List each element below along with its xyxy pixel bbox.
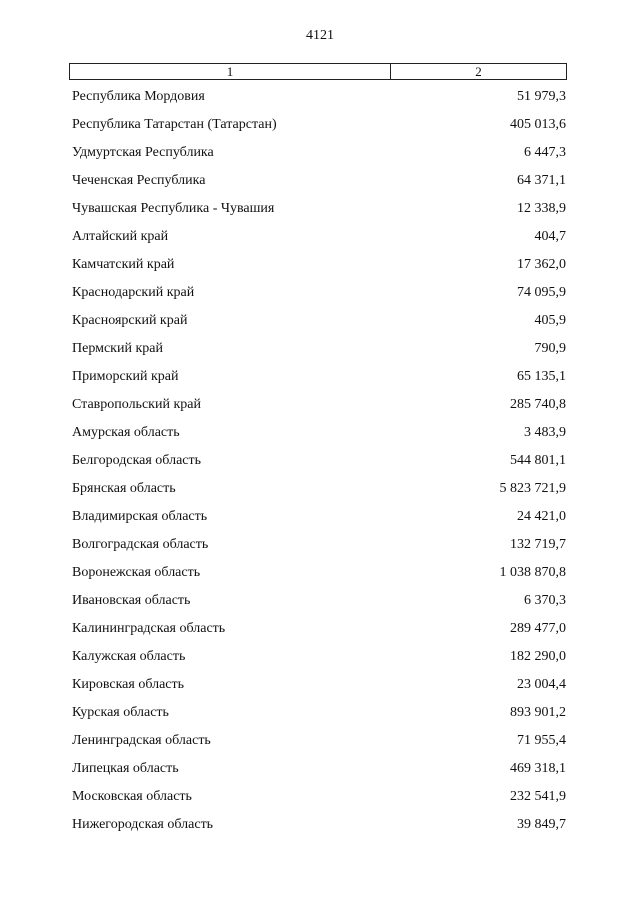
region-name: Чувашская Республика - Чувашия [72, 201, 275, 216]
region-value: 3 483,9 [524, 425, 566, 440]
table-row [72, 419, 566, 447]
region-value: 6 370,3 [524, 593, 566, 608]
region-name: Амурская область [72, 425, 180, 440]
region-value: 469 318,1 [510, 761, 566, 776]
table-row [72, 531, 566, 559]
region-value: 17 362,0 [517, 257, 566, 272]
region-name: Московская область [72, 789, 192, 804]
region-name: Нижегородская область [72, 817, 214, 832]
region-value: 6 447,3 [524, 145, 566, 160]
table-row [72, 279, 566, 307]
region-value: 404,7 [534, 229, 566, 244]
region-name: Ивановская область [72, 593, 191, 608]
region-value: 790,9 [534, 341, 566, 356]
table-row [72, 811, 566, 839]
region-value: 24 421,0 [517, 509, 566, 524]
region-value: 405,9 [534, 313, 566, 328]
region-name: Чеченская Республика [72, 173, 206, 188]
region-name: Липецкая область [72, 761, 179, 776]
table-row [72, 167, 566, 195]
region-name: Волгоградская область [72, 537, 209, 552]
region-name: Воронежская область [72, 565, 201, 580]
region-name: Республика Татарстан (Татарстан) [72, 117, 277, 132]
region-value: 39 849,7 [517, 817, 566, 832]
table-row [72, 559, 566, 587]
page-number: 4121 [306, 28, 334, 43]
region-value: 1 038 870,8 [499, 565, 566, 580]
region-name: Калининградская область [72, 621, 226, 636]
region-value: 74 095,9 [517, 285, 566, 300]
column-header-2: 2 [475, 64, 482, 79]
region-value: 544 801,1 [510, 453, 566, 468]
region-value: 5 823 721,9 [499, 481, 566, 496]
region-name: Кировская область [72, 677, 185, 692]
region-value: 64 371,1 [517, 173, 566, 188]
region-value: 405 013,6 [510, 117, 566, 132]
region-name: Камчатский край [72, 257, 175, 272]
region-name: Удмуртская Республика [72, 145, 214, 160]
table-row [72, 783, 566, 811]
region-name: Владимирская область [72, 509, 208, 524]
region-name: Краснодарский край [72, 285, 195, 300]
region-name: Калужская область [72, 649, 186, 664]
table-row [72, 139, 566, 167]
region-name: Курская область [72, 705, 169, 720]
table-row [72, 587, 566, 615]
table-row [72, 503, 566, 531]
table-row [72, 447, 566, 475]
region-name: Ленинградская область [72, 733, 211, 748]
region-value: 893 901,2 [510, 705, 566, 720]
region-name: Ставропольский край [72, 397, 201, 412]
column-header-1: 1 [70, 64, 391, 79]
table-row [72, 727, 566, 755]
region-value: 289 477,0 [510, 621, 566, 636]
table-row [72, 615, 566, 643]
table-row [72, 755, 566, 783]
region-name: Белгородская область [72, 453, 202, 468]
region-value: 51 979,3 [517, 89, 566, 104]
region-value: 12 338,9 [517, 201, 566, 216]
table-row [72, 475, 566, 503]
region-name: Республика Мордовия [72, 89, 205, 104]
table-body [72, 83, 566, 839]
region-name: Алтайский край [72, 229, 169, 244]
table-row [72, 83, 566, 111]
table-row [72, 699, 566, 727]
table-row [72, 111, 566, 139]
region-name: Приморский край [72, 369, 179, 384]
table-row [72, 363, 566, 391]
region-name: Брянская область [72, 481, 176, 496]
region-value: 182 290,0 [510, 649, 566, 664]
table-header [69, 63, 567, 80]
region-value: 65 135,1 [517, 369, 566, 384]
table-row [72, 307, 566, 335]
region-value: 71 955,4 [517, 733, 566, 748]
region-value: 285 740,8 [510, 397, 566, 412]
region-name: Пермский край [72, 341, 163, 356]
table-row [72, 671, 566, 699]
table-row [72, 251, 566, 279]
table-row [72, 195, 566, 223]
table-row [72, 391, 566, 419]
region-value: 132 719,7 [510, 537, 566, 552]
region-value: 23 004,4 [517, 677, 566, 692]
table-row [72, 335, 566, 363]
region-name: Красноярский край [72, 313, 188, 328]
table-row [72, 223, 566, 251]
region-value: 232 541,9 [510, 789, 566, 804]
table-row [72, 643, 566, 671]
